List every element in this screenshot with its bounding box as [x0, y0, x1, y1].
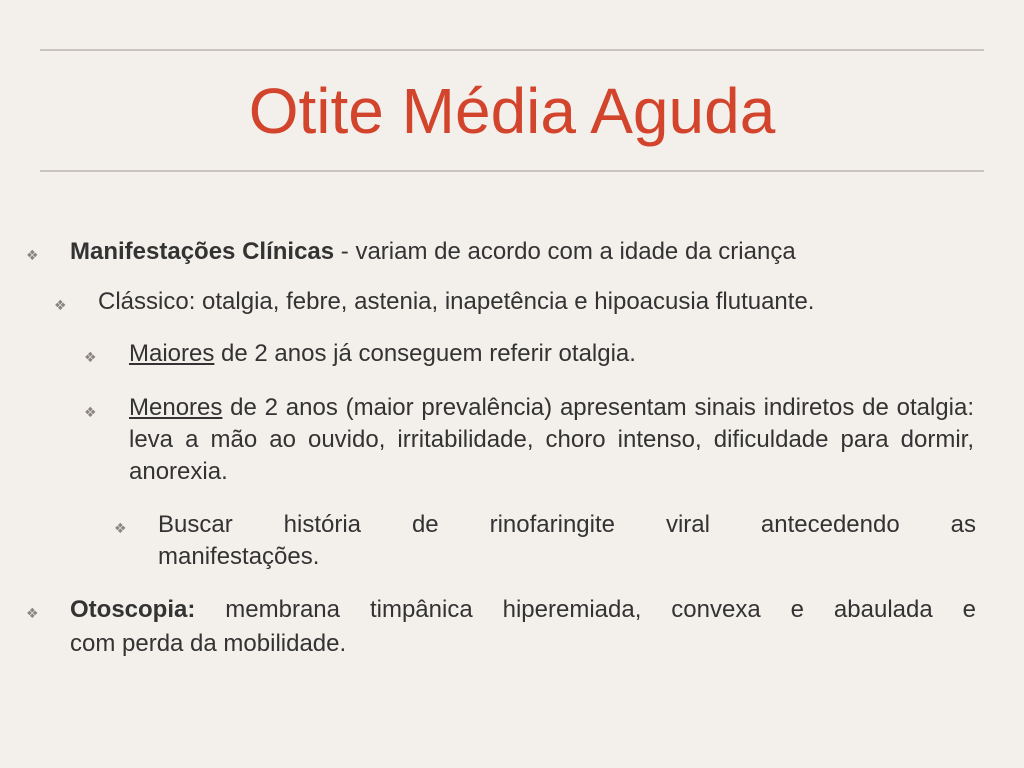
bullet-buscar-line2 [158, 541, 976, 573]
bullet-otoscopia-line1 [70, 594, 976, 626]
bullet-otoscopia-line2 [70, 628, 976, 660]
bullet-text: de 2 anos (maior prevalência) apresentam sinais indiretos de otalgia: leva a mão ao ouvido, irritabilidade, choro intenso, dificuldade para dormir, anorexia. [129, 394, 974, 485]
bottom-divider [40, 170, 984, 172]
bullet-emphasis: Maiores [129, 340, 215, 367]
bullet-heading: Manifestações Clínicas [70, 238, 335, 265]
bullet-menores [129, 392, 974, 488]
bullet-icon: ❖ [114, 520, 127, 536]
bullet-text: Buscar história de rinofaringite viral antecedendo as [158, 511, 976, 538]
bullet-text: manifestações. [158, 543, 320, 570]
bullet-manifestacoes [70, 236, 970, 268]
bullet-icon: ❖ [84, 404, 97, 420]
bullet-text: membrana timpânica hiperemiada, convexa e abaulada e [195, 596, 976, 623]
bullet-text: de 2 anos já conseguem referir otalgia. [214, 340, 636, 367]
bullet-text: Clássico: otalgia, febre, astenia, inapetência e hipoacusia flutuante. [98, 288, 815, 315]
bullet-icon: ❖ [26, 605, 39, 621]
bullet-classico [98, 286, 978, 318]
slide-title: Otite Média Aguda [248, 75, 776, 147]
bullet-heading: Otoscopia: [70, 596, 196, 623]
bullet-text: com perda da mobilidade. [70, 630, 347, 657]
bullet-maiores [129, 338, 974, 370]
bullet-icon: ❖ [54, 297, 67, 313]
bullet-icon: ❖ [26, 247, 39, 263]
bullet-text: - variam de acordo com a idade da criança [334, 238, 796, 265]
bullet-emphasis: Menores [129, 394, 223, 421]
top-divider [40, 49, 984, 51]
bullet-icon: ❖ [84, 349, 97, 365]
bullet-buscar-line1 [158, 509, 976, 541]
